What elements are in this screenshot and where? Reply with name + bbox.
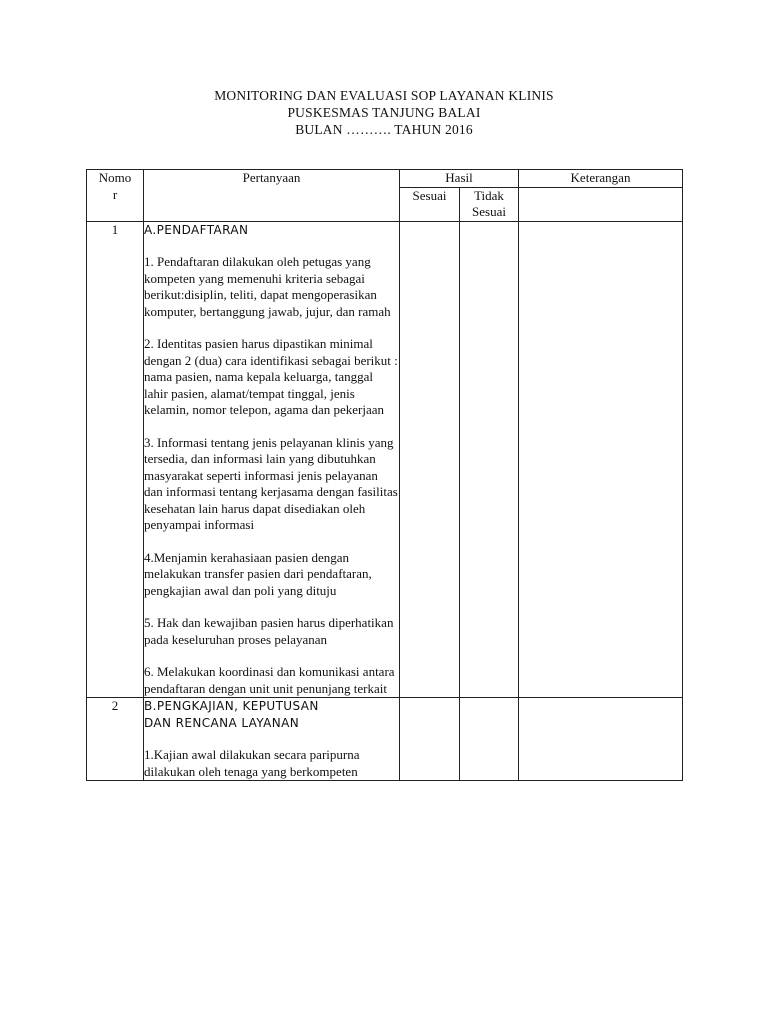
section-heading: A.PENDAFTARAN [144, 222, 249, 237]
title-line-2: PUSKESMAS TANJUNG BALAI [287, 105, 481, 120]
tidak-sesuai-cell[interactable] [460, 221, 519, 698]
question-item: 3. Informasi tentang jenis pelayanan klinis yang tersedia, dan informasi lain yang dibutuhkan masyarakat seperti informasi jenis pelayanan dan informasi tentang kerjasama dengan fasilitas kesehatan lain harus dapat disediakan oleh penyampai informasi [144, 434, 398, 532]
header-tidak-line-1: Tidak [474, 187, 504, 203]
section-heading-line-2: DAN RENCANA LAYANAN [144, 715, 300, 730]
question-cell [144, 221, 400, 698]
question-item: 5. Hak dan kewajiban pasien harus diperhatikan pada keseluruhan proses pelayanan [144, 615, 394, 647]
section-heading-line-1: B.PENGKAJIAN, KEPUTUSAN [144, 699, 319, 713]
header-nomor [87, 170, 144, 222]
header-nomor-line-1: Nomo [98, 170, 132, 185]
sesuai-cell[interactable] [400, 698, 460, 781]
header-sesuai: Sesuai [400, 187, 460, 221]
title-line-1: MONITORING DAN EVALUASI SOP LAYANAN KLINIS [214, 88, 554, 103]
question-item: 4.Menjamin kerahasiaan pasien dengan melakukan transfer pasien dari pendaftaran, pengkajian awal dan poli yang dituju [144, 549, 372, 598]
header-keterangan: Keterangan [519, 170, 683, 188]
table-row [87, 221, 683, 698]
table-row [87, 698, 683, 781]
header-keterangan-blank [519, 187, 683, 221]
question-item: 1. Pendaftaran dilakukan oleh petugas yang kompeten yang memenuhi kriteria sebagai berikut:disiplin, teliti, dapat mengoperasikan komputer, bertanggung jawab, jujur, dan ramah [144, 254, 391, 319]
sesuai-cell[interactable] [400, 221, 460, 698]
question-item: 1.Kajian awal dilakukan secara paripurna dilakukan oleh tenaga yang berkompeten [144, 747, 360, 779]
keterangan-cell[interactable] [519, 698, 683, 781]
question-cell [144, 698, 400, 781]
header-tidak-sesuai [460, 187, 519, 221]
row-number: 2 [87, 698, 144, 781]
header-pertanyaan: Pertanyaan [144, 170, 400, 222]
header-row [87, 170, 683, 188]
question-item: 6. Melakukan koordinasi dan komunikasi antara pendaftaran dengan unit unit penunjang terkait [144, 664, 395, 696]
header-nomor-line-2: r [112, 186, 118, 202]
monitoring-table [86, 169, 683, 781]
row-number: 1 [87, 221, 144, 698]
tidak-sesuai-cell[interactable] [460, 698, 519, 781]
document-title [0, 87, 768, 138]
title-line-3: BULAN ………. TAHUN 2016 [295, 122, 473, 137]
keterangan-cell[interactable] [519, 221, 683, 698]
header-hasil: Hasil [400, 170, 519, 188]
header-tidak-line-2: Sesuai [472, 204, 506, 219]
question-item: 2. Identitas pasien harus dipastikan minimal dengan 2 (dua) cara identifikasi sebagai berikut : nama pasien, nama kepala keluarga, tanggal lahir pasien, alamat/tempat tinggal, jenis kelamin, nomor telepon, agama dan pekerjaan [144, 336, 398, 417]
